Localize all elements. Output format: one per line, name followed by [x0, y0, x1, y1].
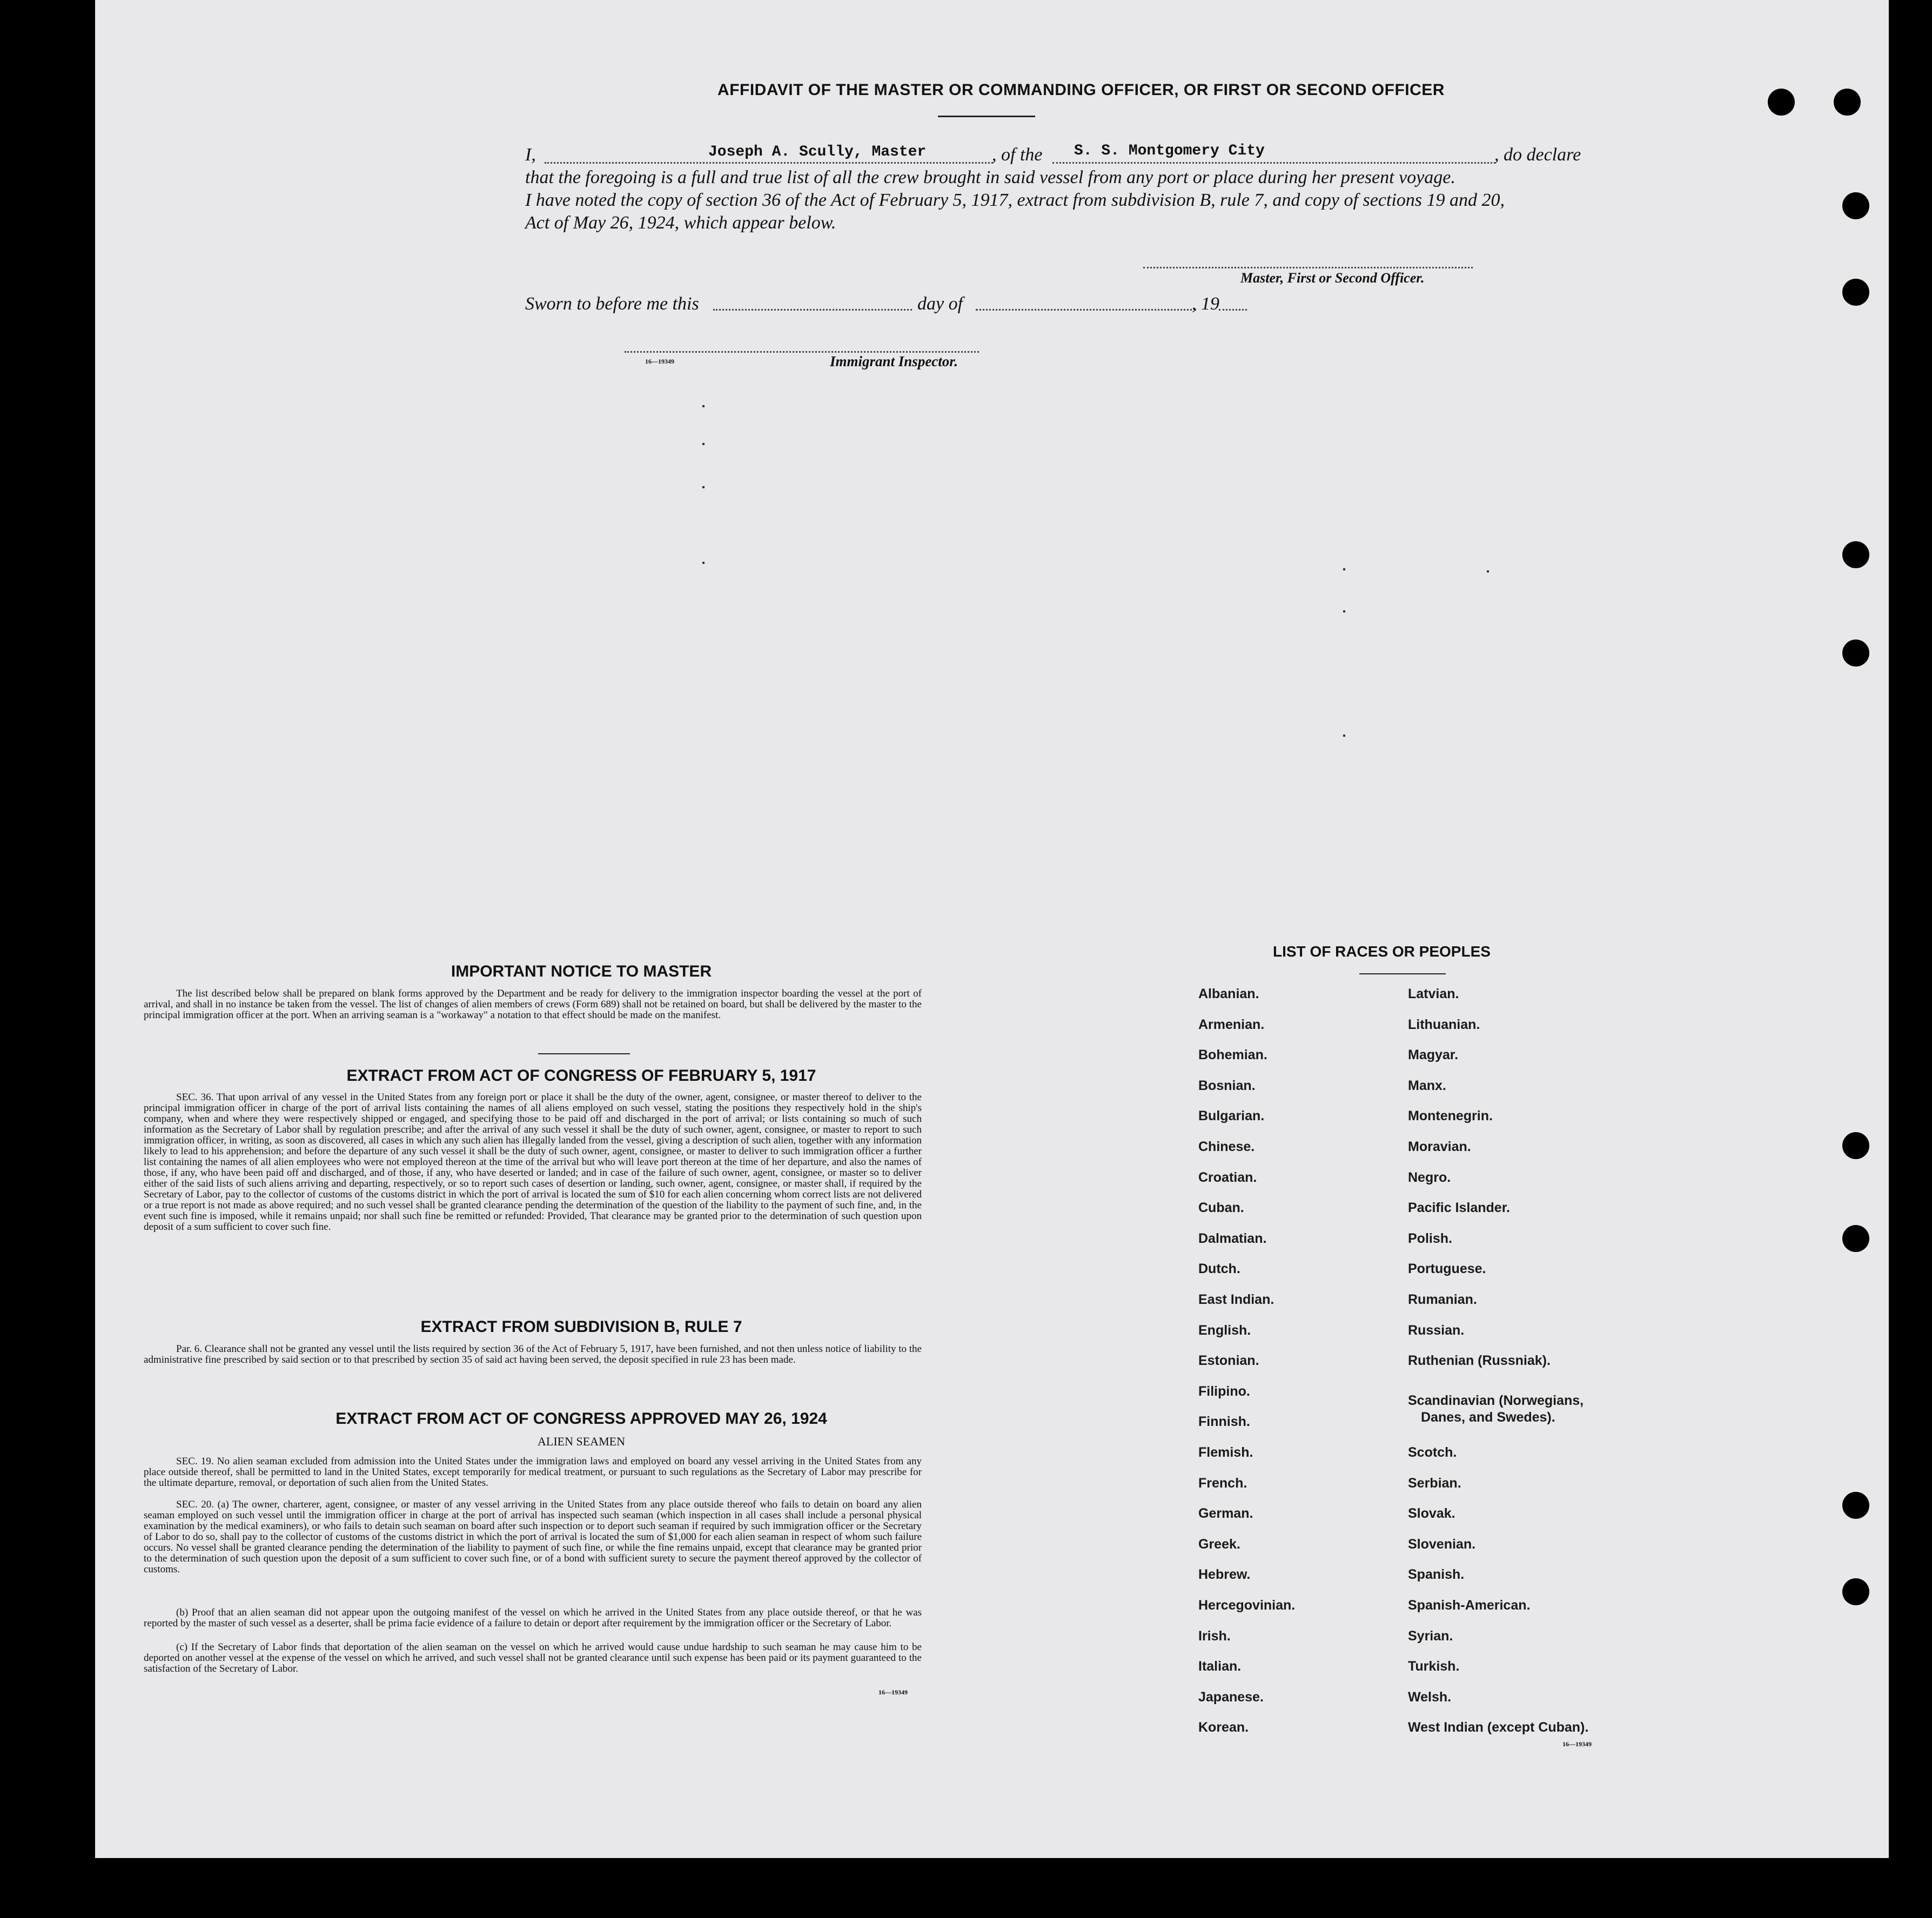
race-item: Syrian.: [1408, 1628, 1453, 1644]
race-item: East Indian.: [1198, 1292, 1274, 1307]
race-item: Pacific Islander.: [1408, 1200, 1510, 1216]
binder-hole: [1834, 89, 1861, 116]
sworn-year-line[interactable]: [1219, 309, 1247, 311]
race-item: Slovak.: [1408, 1506, 1455, 1522]
race-item: Latvian.: [1408, 986, 1459, 1001]
binder-hole: [1842, 1225, 1869, 1252]
race-item: Magyar.: [1408, 1047, 1459, 1063]
race-item: French.: [1198, 1475, 1247, 1491]
races-title: LIST OF RACES OR PEOPLES: [1273, 943, 1491, 960]
rule7-title: EXTRACT FROM SUBDIVISION B, RULE 7: [420, 1318, 742, 1336]
race-item: Irish.: [1198, 1628, 1231, 1644]
vessel-name-field[interactable]: S. S. Montgomery City: [1074, 143, 1265, 159]
race-item: Korean.: [1198, 1720, 1249, 1735]
race-item: Moravian.: [1408, 1139, 1471, 1154]
race-item: Polish.: [1408, 1230, 1452, 1246]
race-item: Finnish.: [1198, 1414, 1250, 1430]
notice-text: The list described below shall be prepared on blank forms approved by the Department and be ready for delivery to the immigration inspector boarding the vessel at the port of arrival, and shall in no instance be taken from the vessel. The list of changes of alien members of crews (Form 689) shall not be retained on board, but shall be delivered by the master to the principal immigration officer at the port. When an arriving seaman is a "workaway" a notation to that effect should be made on the manifest.: [144, 988, 922, 1021]
race-item: Rumanian.: [1408, 1292, 1477, 1307]
races-form-number: 16—19349: [1562, 1740, 1592, 1748]
speck: [1487, 570, 1489, 573]
rule7-text: Par. 6. Clearance shall not be granted any vessel until the lists required by section 36 of the Act of February 5, 1917, have been furnished, and not then unless notice of liability to the administrative fine prescribed by said section or to that prescribed by section 35 of said act having been served, the deposit specified in rule 23 has been made.: [144, 1343, 922, 1365]
race-item: Montenegrin.: [1408, 1108, 1493, 1124]
vessel-name-line: [1052, 162, 1495, 164]
section-20c-text: (c) If the Secretary of Labor finds that deportation of the alien seaman on the vessel on which he arrived would cause undue hardship to such seaman he may cause him to be deported on another vessel at the expense of the vessel on which he arrived, and such vessel shall not be granted clearance until such expense has been paid or its payment guaranteed to the satisfaction of the Secretary of Labor.: [144, 1641, 922, 1674]
binder-hole: [1842, 640, 1869, 667]
race-item: Filipino.: [1198, 1383, 1250, 1399]
day-of-label: day of: [917, 294, 963, 314]
race-item: Scotch.: [1408, 1445, 1457, 1460]
notice-divider: [538, 1053, 630, 1054]
race-item: English.: [1198, 1322, 1251, 1338]
race-item: Greek.: [1198, 1536, 1240, 1552]
race-item: Hebrew.: [1198, 1567, 1251, 1583]
sworn-month-line[interactable]: [976, 309, 1196, 311]
extract-1924-subtitle: ALIEN SEAMEN: [538, 1435, 625, 1448]
race-item: Serbian.: [1408, 1475, 1461, 1491]
section-20a-text: SEC. 20. (a) The owner, charterer, agent, consignee, or master of any vessel arriving in the United States from any place outside thereof who fails to detain on board any alien seaman employed on such vessel until the immigration officer in charge at the port of arrival has inspected such seaman (which inspection in all cases shall include a personal physical examination by the medical examiners), or who fails to detain such seaman on board after such inspection or to deport such seaman if required by such immigration officer or the Secretary of Labor to do so, shall pay to the collector of customs of the customs district in which the port of arrival is located the sum of $1,000 for each alien seaman in respect of whom such failure occurs. No vessel shall be granted clearance pending the determination of the liability to payment of such fine, or while the fine remains unpaid, except that clearance may be granted prior to the determination of such question upon the deposit of a sum sufficient to cover such fine, or of a bond with sufficient surety to secure the payment thereof approved by the collector of customs.: [144, 1499, 922, 1575]
officer-signature-line[interactable]: [1143, 267, 1473, 268]
i-label: I,: [525, 145, 536, 165]
race-item: Japanese.: [1198, 1689, 1264, 1705]
speck: [702, 405, 705, 407]
affidavit-line-4: Act of May 26, 1924, which appear below.: [525, 213, 836, 233]
speck: [702, 562, 705, 564]
race-item: Russian.: [1408, 1322, 1465, 1338]
race-item: Dalmatian.: [1198, 1230, 1267, 1246]
race-item: Scandinavian (Norwegians,: [1408, 1392, 1584, 1408]
binder-hole: [1842, 541, 1869, 568]
race-item: Hercegovinian.: [1198, 1598, 1296, 1613]
section-19-text: SEC. 19. No alien seaman excluded from admission into the United States under the immigration laws and employed on board any vessel arriving in the United States from any place outside thereof, shall be permitted to land in the United States, except temporarily for medical treatment, or pursuant to such regulations as the Secretary of Labor may prescribe for the ultimate departure, removal, or deportation of such alien from the United States.: [144, 1456, 922, 1489]
race-item: Italian.: [1198, 1659, 1242, 1674]
master-name-line: [545, 162, 993, 164]
affidavit-line-2: that the foregoing is a full and true list of all the crew brought in said vessel from any port or place during her present voyage.: [525, 167, 1455, 187]
binder-hole: [1842, 279, 1869, 306]
speck: [702, 443, 705, 445]
title-divider: [938, 116, 1035, 117]
race-item: German.: [1198, 1506, 1253, 1522]
speck: [1343, 735, 1345, 737]
binder-hole: [1842, 192, 1869, 219]
do-declare-label: , do declare: [1494, 145, 1581, 165]
speck: [702, 486, 705, 488]
year-prefix-label: , 19: [1192, 294, 1219, 314]
race-item: Bulgarian.: [1198, 1108, 1265, 1124]
races-divider: [1359, 973, 1446, 974]
race-item: Manx.: [1408, 1078, 1446, 1093]
binder-hole: [1842, 1578, 1869, 1605]
race-item: Spanish.: [1408, 1567, 1465, 1583]
race-item: Estonian.: [1198, 1353, 1259, 1369]
race-item: Lithuanian.: [1408, 1017, 1480, 1032]
inspector-label: Immigrant Inspector.: [830, 353, 958, 369]
binder-hole: [1842, 1132, 1869, 1159]
extract-1924-title: EXTRACT FROM ACT OF CONGRESS APPROVED MAY 26, 1924: [336, 1410, 827, 1428]
affidavit-form-number: 16—19349: [645, 358, 674, 365]
race-item: Turkish.: [1408, 1659, 1460, 1674]
speck: [1343, 610, 1345, 613]
extract-form-number: 16—19349: [878, 1688, 908, 1696]
race-item: Slovenian.: [1408, 1536, 1476, 1552]
sworn-day-line[interactable]: [713, 309, 912, 311]
inspector-signature-line[interactable]: [625, 351, 979, 353]
binder-hole: [1768, 89, 1795, 116]
race-item: Danes, and Swedes).: [1421, 1409, 1555, 1425]
race-item: Welsh.: [1408, 1689, 1452, 1705]
document-page: [95, 0, 1889, 1858]
race-item: Negro.: [1408, 1169, 1451, 1185]
race-item: West Indian (except Cuban).: [1408, 1720, 1589, 1735]
race-item: Dutch.: [1198, 1261, 1240, 1277]
race-item: Cuban.: [1198, 1200, 1244, 1216]
affidavit-line-3: I have noted the copy of section 36 of the Act of February 5, 1917, extract from subdivision B, rule 7, and copy of sections 19 and 20,: [525, 190, 1505, 210]
affidavit-title: AFFIDAVIT OF THE MASTER OR COMMANDING OFFICER, OR FIRST OR SECOND OFFICER: [717, 81, 1445, 99]
race-item: Ruthenian (Russniak).: [1408, 1353, 1551, 1369]
race-item: Armenian.: [1198, 1017, 1265, 1032]
race-item: Croatian.: [1198, 1169, 1257, 1185]
officer-label: Master, First or Second Officer.: [1240, 270, 1425, 286]
master-name-field[interactable]: Joseph A. Scully, Master: [708, 144, 927, 160]
binder-hole: [1842, 1492, 1869, 1519]
sworn-label: Sworn to before me this: [525, 294, 699, 314]
race-item: Bohemian.: [1198, 1047, 1267, 1063]
race-item: Albanian.: [1198, 986, 1259, 1001]
race-item: Flemish.: [1198, 1445, 1253, 1460]
extract-1917-text: SEC. 36. That upon arrival of any vessel in the United States from any foreign port or place it shall be the duty of the owner, agent, consignee, or master thereof to deliver to the principal immigration officer in charge of the port of arrival lists containing the names of all aliens employed on such vessel, stating the positions they respectively hold in the ship's company, when and where they were respectively shipped or engaged, and specifying those to be paid off and discharged in the port of arrival; or lists containing so much of such information as the Secretary of Labor shall by regulation prescribe; and after the arrival of any such vessel it shall be the duty of such owner, agent, consignee, or master to report to such immigration officer, in writing, as soon as discovered, all cases in which any such alien has illegally landed from the vessel, giving a description of such alien, together with any information likely to lead to his apprehension; and before the departure of any such vessel it shall be the duty of such owner, agent, consignee, or master to deliver to such immigration officer a further list containing the names of all alien employees who were not employed thereon at the time of the arrival but who will leave port thereon at the time of her departure, and also the names of those, if any, who have been paid off and discharged, and of those, if any, who have deserted or landed; and in case of the failure of such owner, agent, consignee, or master so to deliver either of the said lists of such aliens arriving and departing, respectively, or so to report such cases of desertion or landing, such owner, agent, consignee, or master shall, if required by the Secretary of Labor, pay to the collector of customs of the customs district in which the port of arrival is located the sum of $10 for each alien concerning whom correct lists are not delivered or a true report is not made as above required; and no such vessel shall be granted clearance pending the determination of the question of the liability to the payment of such fine, and, in the event such fine is imposed, while it remains unpaid; nor shall such fine be remitted or refunded: Provided, That clearance may be granted prior to the determination of such question upon deposit of a sum sufficient to cover such fine.: [144, 1092, 922, 1233]
race-item: Spanish-American.: [1408, 1598, 1531, 1613]
extract-1917-title: EXTRACT FROM ACT OF CONGRESS OF FEBRUARY 5, 1917: [346, 1067, 816, 1085]
of-the-label: , of the: [992, 145, 1043, 165]
speck: [1343, 568, 1345, 570]
section-20b-text: (b) Proof that an alien seaman did not appear upon the outgoing manifest of the vessel on which he arrived in the United States from any place outside thereof, or that he was reported by the master of such vessel as a deserter, shall be prima facie evidence of a failure to detain or deport after requirement by the immigration officer or the Secretary of Labor.: [144, 1607, 922, 1629]
race-item: Bosnian.: [1198, 1078, 1256, 1093]
race-item: Portuguese.: [1408, 1261, 1486, 1277]
notice-title: IMPORTANT NOTICE TO MASTER: [451, 963, 712, 980]
race-item: Chinese.: [1198, 1139, 1255, 1154]
